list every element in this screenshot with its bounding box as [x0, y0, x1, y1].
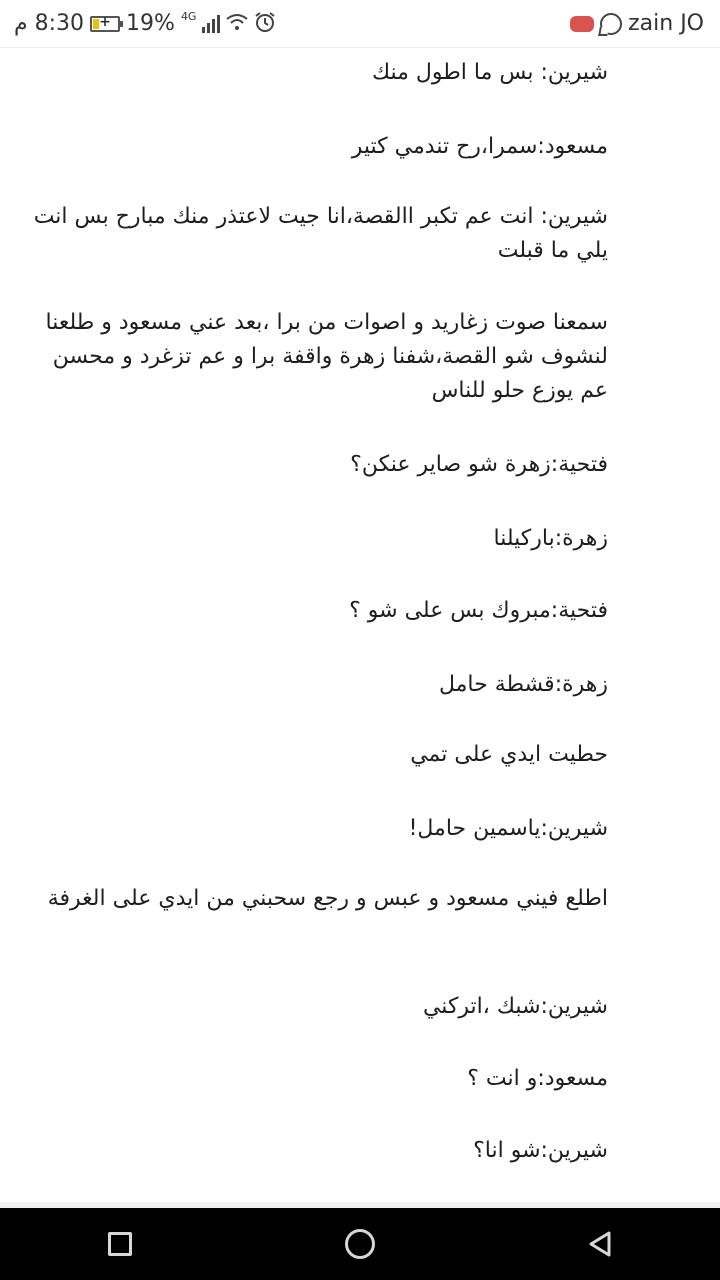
- battery-icon: +: [90, 16, 120, 32]
- recent-apps-button[interactable]: [90, 1214, 150, 1274]
- status-left: [14, 11, 276, 36]
- message-line: شيرين:شو انا؟: [473, 1138, 608, 1163]
- carrier-name: zain JO: [628, 11, 704, 36]
- message-line: سمعنا صوت زغاريد و اصوات من برا ،بعد عني مسعود و طلعنا لنشوف شو القصة،شفنا زهرة واقفة برا و عم تزغرد و محسن عم يوزع حلو للناس: [45, 310, 608, 403]
- recent-apps-icon: [108, 1232, 132, 1256]
- back-button[interactable]: [570, 1214, 630, 1274]
- wifi-icon: [226, 13, 248, 34]
- status-right: [570, 11, 704, 36]
- message-line: شيرين:ياسمين حامل!: [408, 816, 608, 841]
- back-icon: [585, 1229, 615, 1259]
- status-bar: [0, 0, 720, 48]
- message-line: فتحية:زهرة شو صاير عنكن؟: [350, 452, 608, 477]
- message-line: حطيت ايدي على تمي: [410, 742, 608, 767]
- message-line: شيرين: بس ما اطول منك: [371, 60, 608, 85]
- battery-percent: 19%: [126, 11, 175, 36]
- message-line: مسعود:سمرا،رح تندمي كتير: [351, 134, 608, 159]
- home-button[interactable]: [330, 1214, 390, 1274]
- whatsapp-icon: [600, 13, 622, 35]
- message-line: شيرين: انت عم تكبر االقصة،انا جيت لاعتذر منك مبارح بس انت يلي ما قبلت: [33, 204, 608, 263]
- story-content[interactable]: [0, 48, 720, 1208]
- app-notification-icon: [570, 16, 594, 32]
- home-icon: [345, 1229, 375, 1259]
- message-line: اطلع فيني مسعود و عبس و رجع سحبني من ايدي على الغرفة: [47, 886, 608, 911]
- message-line: شيرين:شبك ،اتركني: [422, 994, 608, 1019]
- message-line: زهرة:قشطة حامل: [438, 672, 608, 697]
- clock: 8:30 م: [14, 11, 85, 36]
- signal-icon: [202, 15, 220, 33]
- navigation-bar: [0, 1208, 720, 1280]
- message-line: مسعود:و انت ؟: [467, 1066, 608, 1091]
- message-line: فتحية:مبروك بس على شو ؟: [349, 598, 608, 623]
- network-type: 4G: [180, 10, 197, 23]
- alarm-icon: [254, 11, 276, 36]
- message-line: زهرة:باركيلنا: [493, 526, 608, 551]
